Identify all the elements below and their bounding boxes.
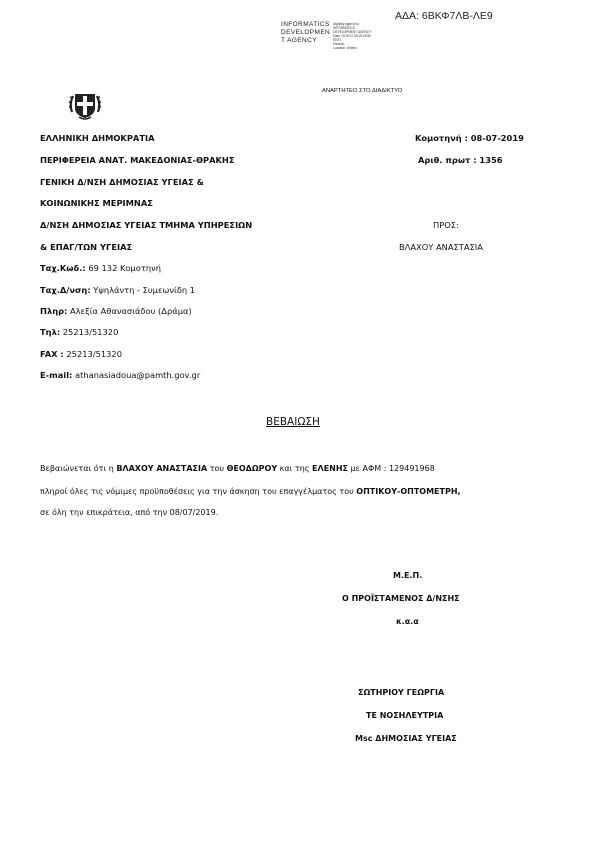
- fax-label: FAX :: [40, 349, 64, 359]
- ida-detail: Location: Athens: [333, 46, 357, 50]
- phone-row: [40, 327, 118, 337]
- email-row: [40, 370, 200, 380]
- protocol-number: Αριθ. πρωτ : 1356: [418, 155, 503, 165]
- body-line-3: σε όλη την επικράτεια, από την 08/07/2019.: [40, 508, 219, 517]
- address-row: [40, 285, 195, 295]
- ada-code: ΑΔΑ: 6ΒΚΦ7ΛΒ-ΛΕ9: [395, 10, 493, 22]
- ida-line: DEVELOPMEN: [281, 29, 331, 36]
- greek-coat-of-arms-icon: [67, 86, 103, 122]
- info-row: [40, 306, 192, 316]
- body-text: Βεβαιώνεται ότι η: [40, 464, 117, 473]
- posted-online-note: ΑΝΑΡΤΗΤΕΟ ΣΤΟ ΔΙΑΔΙΚΤΥΟ: [322, 88, 403, 94]
- info-label: Πληρ:: [40, 306, 68, 316]
- recipient-name: ΒΛΑΧΟΥ ΑΝΑΣΤΑΣΙΑ: [399, 242, 483, 252]
- ida-signature-details: [333, 21, 371, 50]
- subject-name: ΒΛΑΧΟΥ ΑΝΑΣΤΑΣΙΑ: [116, 464, 208, 473]
- ida-detail: EEST: [333, 38, 342, 42]
- ida-agency-name: [281, 21, 330, 50]
- phone-label: Τηλ:: [40, 327, 61, 337]
- postcode-value: 69 132 Κομοτηνή: [85, 263, 162, 273]
- address-label: Ταχ.Δ/νση:: [40, 285, 91, 295]
- department-line-1: Δ/ΝΣΗ ΔΗΜΟΣΙΑΣ ΥΓΕΙΑΣ ΤΜΗΜΑ ΥΠΗΡΕΣΙΩΝ: [40, 220, 253, 230]
- info-value: Αλεξία Αθανασιάδου (Δράμα): [67, 306, 192, 316]
- ida-detail: Date: 2019.07.08 15:25:59: [333, 34, 371, 38]
- fax-row: [40, 349, 122, 359]
- signatory-degree: Msc ΔΗΜΟΣΙΑΣ ΥΓΕΙΑΣ: [355, 734, 457, 743]
- ida-detail: DEVELOPMENT AGENCY: [333, 30, 372, 34]
- body-line-1: [40, 464, 435, 473]
- address-value: Υψηλάντη - Συμεωνίδη 1: [90, 285, 196, 295]
- profession: ΟΠΤΙΚΟΥ-ΟΠΤΟΜΕΤΡΗ,: [356, 487, 461, 496]
- ida-line: T AGENCY: [281, 37, 317, 44]
- body-text: και της: [277, 464, 313, 473]
- digital-signature-stamp: [281, 21, 371, 50]
- father-name: ΘΕΟΔΩΡΟΥ: [226, 464, 278, 473]
- ida-detail: INFORMATICS: [333, 26, 355, 30]
- department-line-2: & ΕΠΑΓ/ΤΩΝ ΥΓΕΙΑΣ: [40, 242, 133, 252]
- region-heading: ΠΕΡΙΦΕΡΕΙΑ ΑΝΑΤ. ΜΑΚΕΔΟΝΙΑΣ-ΘΡΑΚΗΣ: [40, 155, 235, 165]
- email-label: E-mail:: [40, 370, 73, 380]
- email-value[interactable]: athanasiadoua@pamth.gov.gr: [72, 370, 201, 380]
- phone-value: 25213/51320: [60, 327, 119, 337]
- ida-detail: Digitally signed by: [333, 22, 359, 26]
- recipient-label: ΠΡΟΣ:: [433, 220, 459, 230]
- signatory-name: ΣΩΤΗΡΙΟΥ ΓΕΩΡΓΙΑ: [358, 688, 445, 697]
- certificate-title: ΒΕΒΑΙΩΣΗ: [266, 416, 320, 428]
- body-text: πληροί όλες τις νόμιμες προϋποθέσεις για την άσκηση του επαγγέλματος του: [40, 487, 357, 496]
- ida-detail: Reason:: [333, 42, 346, 46]
- signature-mep: Μ.Ε.Π.: [393, 571, 423, 580]
- tax-id-text: με ΑΦΜ : 129491968: [348, 464, 435, 473]
- body-line-2: [40, 487, 461, 496]
- signature-kaa: κ.α.α: [396, 617, 419, 626]
- postcode-row: [40, 263, 161, 273]
- body-text: του: [207, 464, 227, 473]
- republic-heading: ΕΛΛΗΝΙΚΗ ΔΗΜΟΚΡΑΤΙΑ: [40, 133, 155, 143]
- fax-value: 25213/51320: [63, 349, 122, 359]
- document-date: Κομοτηνή : 08-07-2019: [415, 133, 524, 143]
- signatory-role: ΤΕ ΝΟΣΗΛΕΥΤΡΙΑ: [366, 711, 444, 720]
- general-directorate-line-1: ΓΕΝΙΚΗ Δ/ΝΣΗ ΔΗΜΟΣΙΑΣ ΥΓΕΙΑΣ &: [40, 177, 204, 187]
- ida-line: INFORMATICS: [281, 21, 330, 28]
- signature-head-title: Ο ΠΡΟΪΣΤΑΜΕΝΟΣ Δ/ΝΣΗΣ: [342, 594, 460, 603]
- general-directorate-line-2: ΚΟΙΝΩΝΙΚΗΣ ΜΕΡΙΜΝΑΣ: [40, 198, 153, 208]
- postcode-label: Ταχ.Κωδ.:: [40, 263, 86, 273]
- mother-name: ΕΛΕΝΗΣ: [312, 464, 349, 473]
